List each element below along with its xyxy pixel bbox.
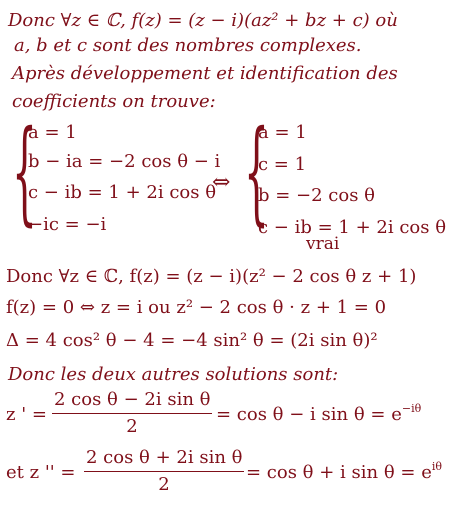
- factor-line: Donc ∀z ∈ ℂ, f(z) = (z − i)(z² − 2 cos θ z + 1): [6, 266, 417, 287]
- z1-exponent: −iθ: [401, 402, 422, 415]
- z1-fraction: [52, 389, 212, 440]
- z2-rhs: [246, 462, 442, 484]
- z2-denominator: 2: [158, 474, 170, 495]
- z2-numerator: 2 cos θ + 2i sin θ: [84, 447, 244, 472]
- right-system-eq-4: c − ib = 1 + 2i cos θ: [258, 217, 447, 238]
- roots-line: f(z) = 0 ⇔ z = i ou z² − 2 cos θ · z + 1 = 0: [6, 297, 387, 318]
- intro-line-2: a, b et c sont des nombres complexes.: [14, 35, 362, 56]
- right-system-eq-2: c = 1: [258, 154, 307, 175]
- intro-line-3: Après développement et identification des: [12, 63, 398, 84]
- left-system-eq-3: c − ib = 1 + 2i cos θ: [28, 182, 217, 203]
- z1-lhs: z ' =: [6, 404, 47, 425]
- vrai-label: vrai: [306, 234, 340, 254]
- intro-line-1: Donc ∀z ∈ ℂ, f(z) = (z − i)(az² + bz + c) où: [8, 10, 398, 31]
- left-system-eq-1: a = 1: [28, 122, 77, 143]
- delta-line: Δ = 4 cos² θ − 4 = −4 sin² θ = (2i sin θ)²: [6, 330, 378, 351]
- z1-numerator: 2 cos θ − 2i sin θ: [52, 389, 212, 414]
- z1-denominator: 2: [126, 416, 138, 437]
- right-system-eq-1: a = 1: [258, 122, 307, 143]
- z2-exponent: iθ: [431, 460, 442, 473]
- equivalence-symbol: ⇔: [212, 170, 231, 195]
- right-system-brace: {: [244, 107, 269, 237]
- intro-line-4: coefficients on trouve:: [12, 91, 216, 112]
- z2-lhs: et z '' =: [6, 462, 76, 483]
- left-system-brace: {: [12, 107, 37, 237]
- left-system-eq-2: b − ia = −2 cos θ − i: [28, 151, 221, 172]
- z2-rhs-text: = cos θ + i sin θ = e: [246, 462, 432, 483]
- right-system-eq-3: b = −2 cos θ: [258, 185, 376, 206]
- left-system-eq-4: −ic = −i: [28, 214, 107, 235]
- solutions-intro: Donc les deux autres solutions sont:: [8, 364, 339, 385]
- z1-rhs-text: = cos θ − i sin θ = e: [216, 404, 402, 425]
- z1-rhs: [216, 404, 421, 426]
- z2-fraction: [84, 447, 244, 498]
